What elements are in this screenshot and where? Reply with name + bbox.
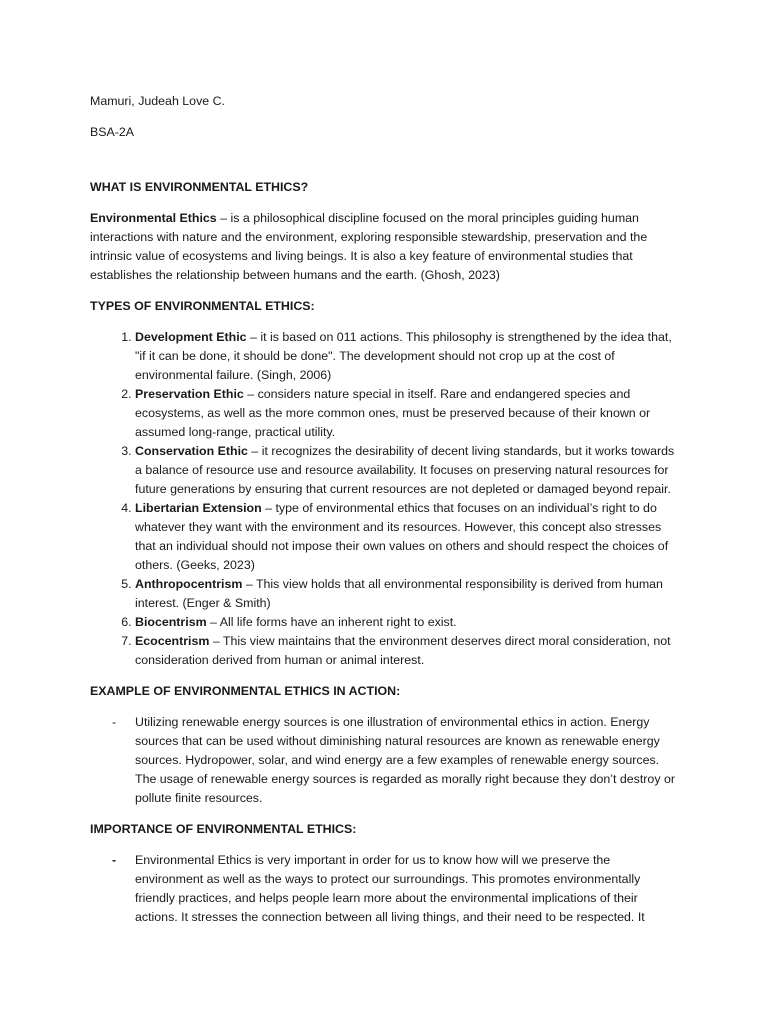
list-item: [135, 499, 680, 575]
type-term: Development Ethic: [135, 330, 247, 344]
type-text: – it recognizes the desirability of decent living standards, but it works towards a balance of resource use and resource availability. It focuses on preserving natural resources for future generations by ensuring that current resources are not depleted or damaged beyond repair.: [135, 444, 675, 496]
list-item: [135, 632, 680, 670]
definition-paragraph: [90, 209, 680, 285]
example-section: [90, 682, 680, 808]
type-term: Conservation Ethic: [135, 444, 248, 458]
importance-text: Environmental Ethics is very important in order for us to know how will we preserve the environment as well as the ways to protect our surroundings. This promotes environmentally friendly practices, and helps people learn more about the environmental implications of their actions. It stresses the connection between all living things, and their need to be respected. It: [135, 853, 645, 924]
types-heading: TYPES OF ENVIRONMENTAL ETHICS:: [90, 299, 315, 313]
author-section: BSA-2A: [90, 125, 135, 139]
example-list: [90, 713, 680, 808]
types-list: [90, 328, 680, 670]
type-term: Preservation Ethic: [135, 387, 244, 401]
type-text: – All life forms have an inherent right to exist.: [206, 615, 457, 629]
list-item: [135, 442, 680, 499]
dash-bullet: -: [112, 853, 117, 867]
types-section: [90, 297, 680, 670]
list-item: [112, 713, 680, 808]
type-term: Ecocentrism: [135, 634, 210, 648]
example-heading: EXAMPLE OF ENVIRONMENTAL ETHICS IN ACTION:: [90, 684, 401, 698]
list-item: [135, 575, 680, 613]
what-is-section: [90, 178, 680, 285]
type-text: – type of environmental ethics that focuses on an individual’s right to do whatever they want with the environment and its resources. However, this concept also stresses that an individual should not impose their own values on others and should respect the choices of others. (Geeks, 2023): [135, 501, 669, 572]
importance-list: [90, 851, 680, 927]
definition-term: Environmental Ethics: [90, 211, 217, 225]
dash-bullet: -: [112, 715, 117, 729]
what-is-heading: WHAT IS ENVIRONMENTAL ETHICS?: [90, 180, 309, 194]
example-text: Utilizing renewable energy sources is one illustration of environmental ethics in action. Energy sources that can be used without diminishing natural resources are known as renewable energy sources. Hydropower, solar, and wind energy are a few examples of renewable energy sources. The usage of renewable energy sources is regarded as morally right because they don’t destroy or pollute finite resources.: [135, 715, 675, 805]
definition-text: – is a philosophical discipline focused on the moral principles guiding human interactions with nature and the environment, exploring responsible stewardship, preservation and the intrinsic value of ecosystems and living beings. It is also a key feature of environmental studies that establishes the relationship between humans and the earth. (Ghosh, 2023): [90, 211, 648, 282]
list-item: [135, 613, 680, 632]
list-item: [135, 328, 680, 385]
type-term: Anthropocentrism: [135, 577, 243, 591]
document-page: [90, 92, 680, 939]
importance-section: [90, 820, 680, 927]
type-text: – considers nature special in itself. Rare and endangered species and ecosystems, as well as the more common ones, must be preserved because of their known or assumed long-range, practical utility.: [135, 387, 651, 439]
type-term: Biocentrism: [135, 615, 207, 629]
list-item: [135, 385, 680, 442]
list-item: [112, 851, 680, 927]
type-text: – it is based on 011 actions. This philosophy is strengthened by the idea that, "if it can be done, it should be done". The development should not crop up at the cost of environmental failure. (Singh, 2006): [135, 330, 672, 382]
author-name: Mamuri, Judeah Love C.: [90, 94, 225, 108]
type-term: Libertarian Extension: [135, 501, 262, 515]
importance-heading: IMPORTANCE OF ENVIRONMENTAL ETHICS:: [90, 822, 357, 836]
type-text: – This view holds that all environmental responsibility is derived from human interest. (Enger & Smith): [135, 577, 663, 610]
type-text: – This view maintains that the environment deserves direct moral consideration, not consideration derived from human or animal interest.: [135, 634, 671, 667]
